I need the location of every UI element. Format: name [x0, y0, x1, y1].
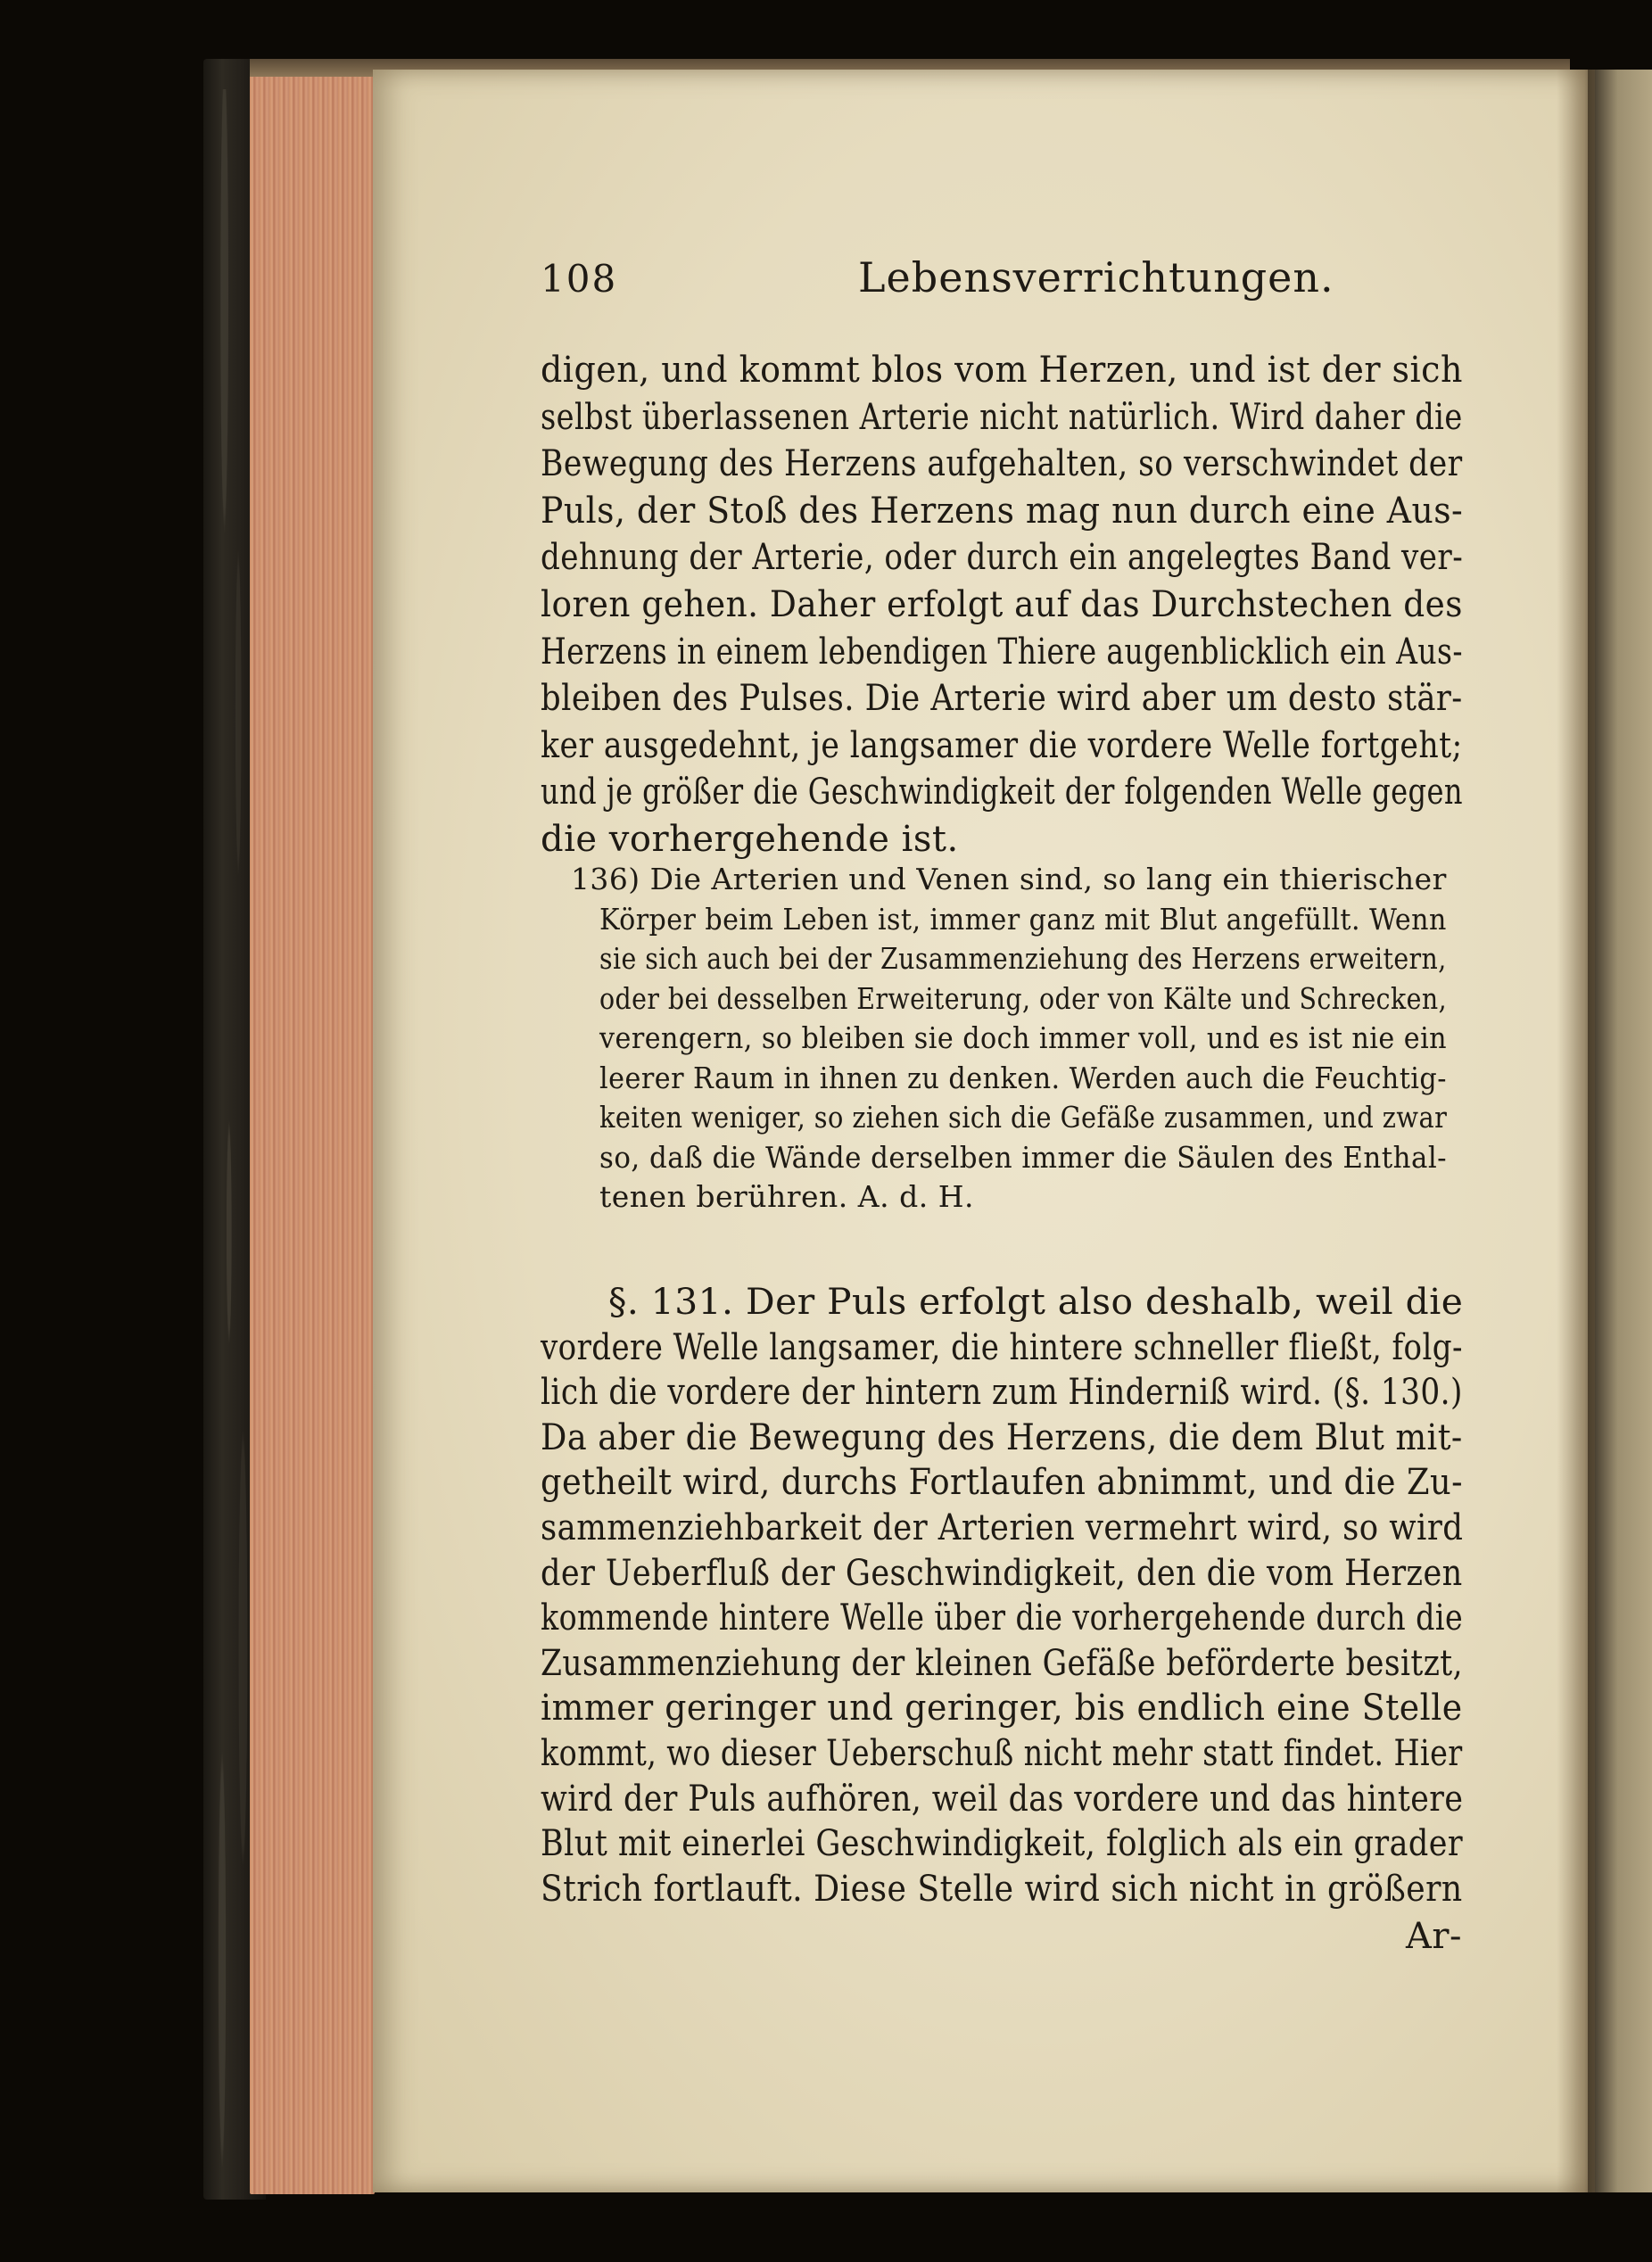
text-line: ker ausgedehnt, je langsamer die vordere Welle fortgeht;	[541, 724, 1463, 766]
text-line: bleiben des Pulses. Die Arterie wird aber um desto stär-	[541, 678, 1463, 720]
text-line: immer geringer und geringer, bis endlich eine Stelle	[541, 1688, 1463, 1730]
text-line: digen, und kommt blos vom Herzen, und ist der sich	[541, 350, 1463, 391]
text-line: Blut mit einerlei Geschwindigkeit, folglich als ein grader	[541, 1823, 1464, 1865]
footnote-line: sie sich auch bei der Zusammenziehung des Herzens erweitern,	[599, 941, 1447, 976]
text-line: Herzens in einem lebendigen Thiere augenblicklich ein Aus-	[541, 631, 1463, 673]
text-line: und je größer die Geschwindigkeit der folgenden Welle gegen	[541, 772, 1463, 813]
text-line: §. 131. Der Puls erfolgt also deshalb, weil die	[608, 1282, 1464, 1323]
page-number: 108	[541, 257, 618, 301]
text-line: Da aber die Bewegung des Herzens, die dem Blut mit-	[541, 1416, 1463, 1458]
footnote-line: Körper beim Leben ist, immer ganz mit Blut angefüllt. Wenn	[599, 901, 1447, 937]
footnote-line: keiten weniger, so ziehen sich die Gefäße zusammen, und zwar	[599, 1100, 1448, 1135]
footnote-line: 136) Die Arterien und Venen sind, so lang ein thierischer	[571, 862, 1447, 896]
text-line: getheilt wird, durchs Fortlaufen abnimmt, und die Zu-	[541, 1462, 1464, 1504]
text-line: Puls, der Stoß des Herzens mag nun durch eine Aus-	[541, 490, 1464, 532]
footnote-line: tenen berühren. A. d. H.	[599, 1179, 974, 1214]
text-line: dehnung der Arterie, oder durch ein angelegtes Band ver-	[541, 537, 1464, 579]
text-line: sammenziehbarkeit der Arterien vermehrt wird, so wird	[541, 1507, 1464, 1548]
text-line: vordere Welle langsamer, die hintere schneller fließt, folg-	[541, 1326, 1463, 1368]
text-line: selbst überlassenen Arterie nicht natürlich. Wird daher die	[541, 396, 1463, 438]
footnote-line: so, daß die Wände derselben immer die Säulen des Enthal-	[599, 1139, 1448, 1175]
text-line: Bewegung des Herzens aufgehalten, so verschwindet der	[541, 443, 1463, 485]
footnote-line: oder bei desselben Erweiterung, oder von Kälte und Schrecken,	[599, 980, 1448, 1016]
running-head: Lebensverrichtungen.	[858, 253, 1334, 301]
footnote-line: leerer Raum in ihnen zu denken. Werden auch die Feuchtig-	[599, 1060, 1447, 1095]
text-line: Strich fortlauft. Diese Stelle wird sich nicht in größern	[541, 1868, 1463, 1910]
text-line: Zusammenziehung der kleinen Gefäße beförderte besitzt,	[541, 1642, 1463, 1684]
text-line: lich die vordere der hintern zum Hinderniß wird. (§. 130.)	[541, 1372, 1463, 1414]
text-line: loren gehen. Daher erfolgt auf das Durchstechen des	[541, 584, 1463, 625]
text-line: kommt, wo dieser Ueberschuß nicht mehr statt findet. Hier	[541, 1733, 1463, 1774]
text-line: der Ueberfluß der Geschwindigkeit, den die vom Herzen	[541, 1552, 1463, 1594]
catchword: Ar-	[1406, 1916, 1463, 1957]
page-edges	[250, 71, 375, 2194]
footnote-line: verengern, so bleiben sie doch immer voll, und es ist nie ein	[599, 1020, 1448, 1055]
facing-page-edge	[1595, 70, 1652, 2192]
text-line: wird der Puls aufhören, weil das vordere und das hintere	[541, 1778, 1464, 1820]
gutter-shadow	[1557, 70, 1597, 2192]
text-line: kommende hintere Welle über die vorhergehende durch die	[541, 1597, 1464, 1639]
text-line: die vorhergehende ist.	[541, 819, 959, 860]
